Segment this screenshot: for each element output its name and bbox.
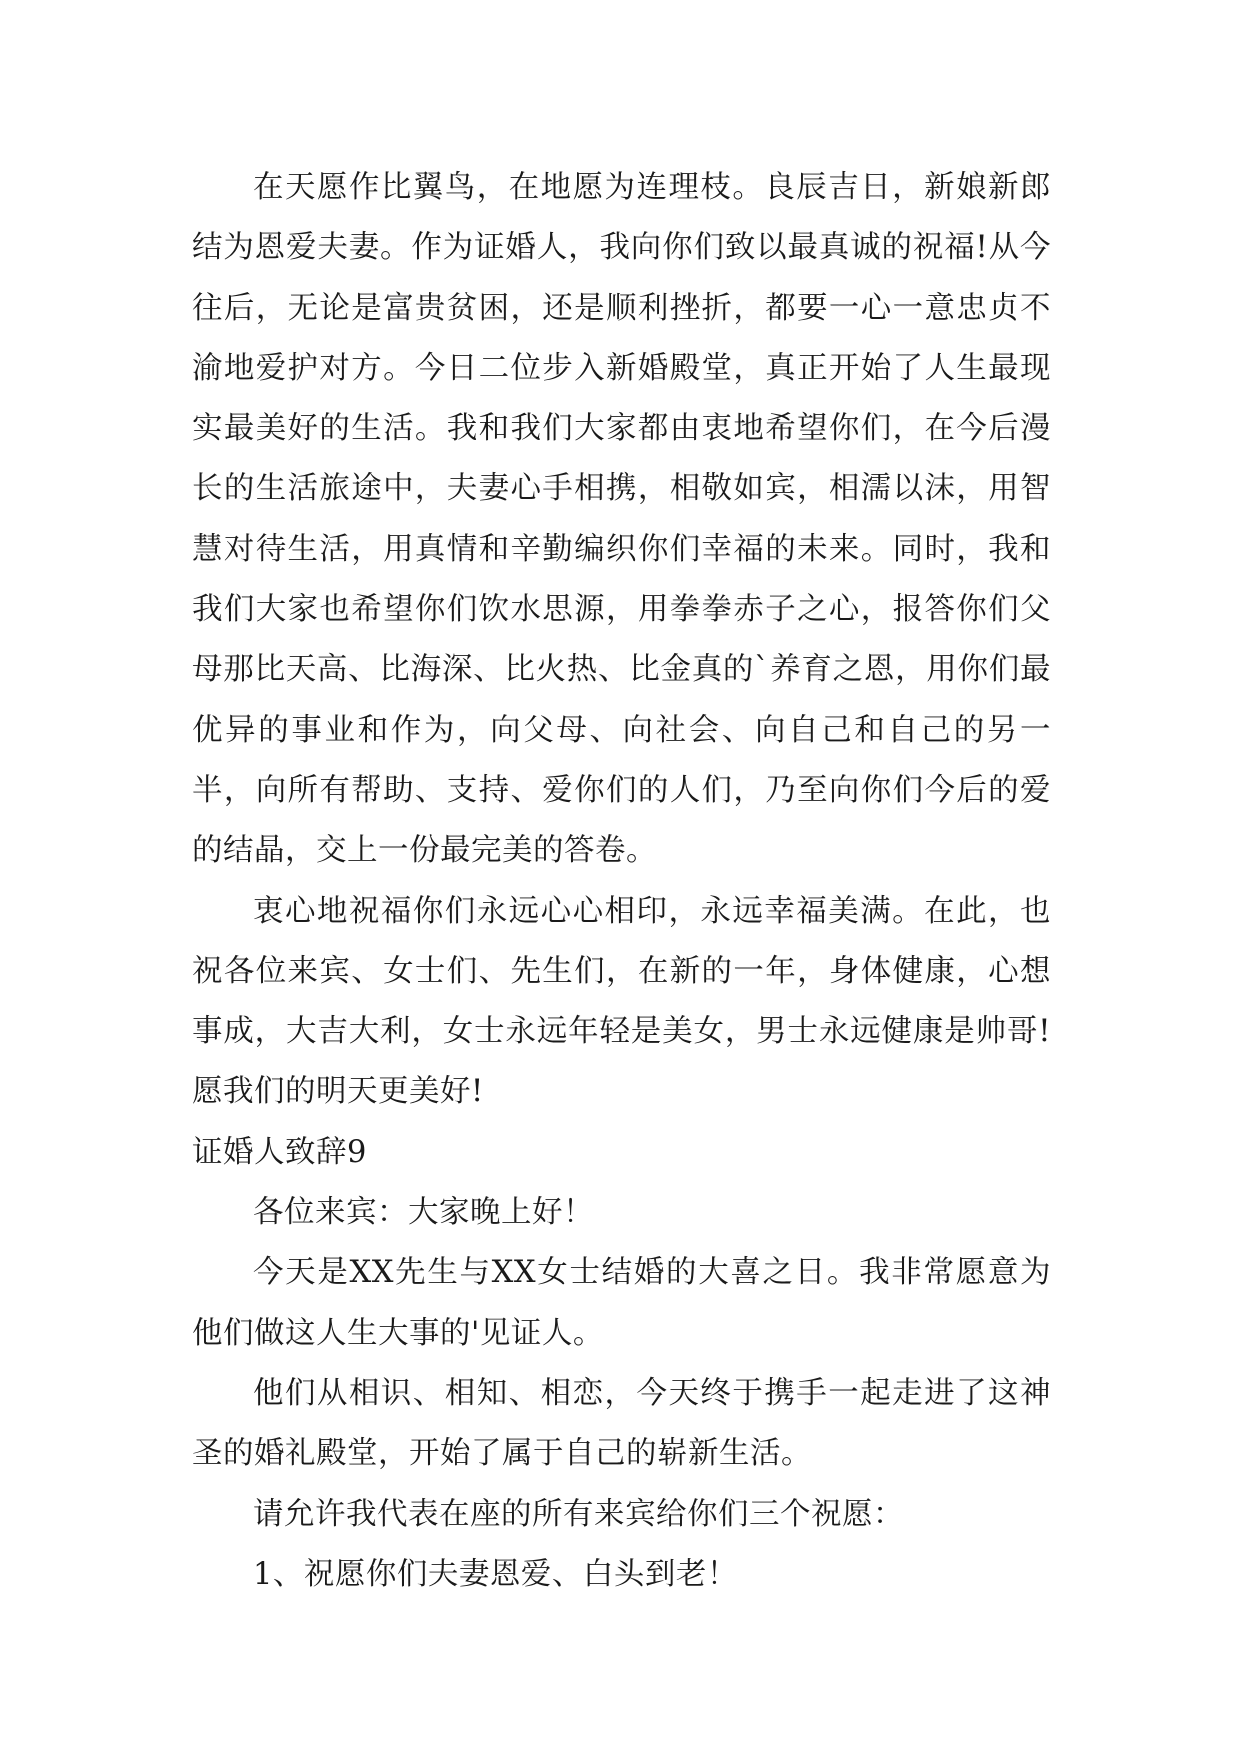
paragraph-greeting: 各位来宾：大家晚上好！ [253, 1195, 594, 1231]
paragraph-guest-wishes: 衷心地祝福你们永远心心相印，永远幸福美满。在此，也祝各位来宾、女士们、先生们，在新的一年，身体健康，心想事成，大吉大利，女士永远年轻是美女，男士永远健康是帅哥!愿我们的明天更美好! [192, 893, 1051, 1110]
paragraph-occasion: 今天是XX先生与XX女士结婚的大喜之日。我非常愿意为他们做这人生大事的'见证人。 [192, 1255, 1051, 1351]
section-title: 证婚人致辞9 [192, 1134, 367, 1170]
paragraph-wishes-intro: 请允许我代表在座的所有来宾给你们三个祝愿： [253, 1496, 904, 1532]
paragraph-wish-1: 1、祝愿你们夫妻恩爱、白头到老！ [253, 1556, 738, 1592]
paragraph-wedding-blessing: 在天愿作比翼鸟，在地愿为连理枝。良辰吉日，新娘新郎结为恩爱夫妻。作为证婚人，我向你们致以最真诚的祝福!从今往后，无论是富贵贫困，还是顺利挫折，都要一心一意忠贞不渝地爱护对方。今日二位步入新婚殿堂，真正开始了人生最现实最美好的生活。我和我们大家都由衷地希望你们，在今后漫长的生活旅途中，夫妻心手相携，相敬如宾，相濡以沫，用智慧对待生活，用真情和辛勤编织你们幸福的未来。同时，我和我们大家也希望你们饮水思源，用拳拳赤子之心，报答你们父母那比天高、比海深、比火热、比金真的`养育之恩，用你们最优异的事业和作为，向父母、向社会、向自己和自己的另一半，向所有帮助、支持、爱你们的人们，乃至向你们今后的爱的结晶，交上一份最完美的答卷。 [192, 170, 1051, 869]
paragraph-couple-story: 他们从相识、相知、相恋，今天终于携手一起走进了这神圣的婚礼殿堂，开始了属于自己的崭新生活。 [192, 1375, 1051, 1472]
